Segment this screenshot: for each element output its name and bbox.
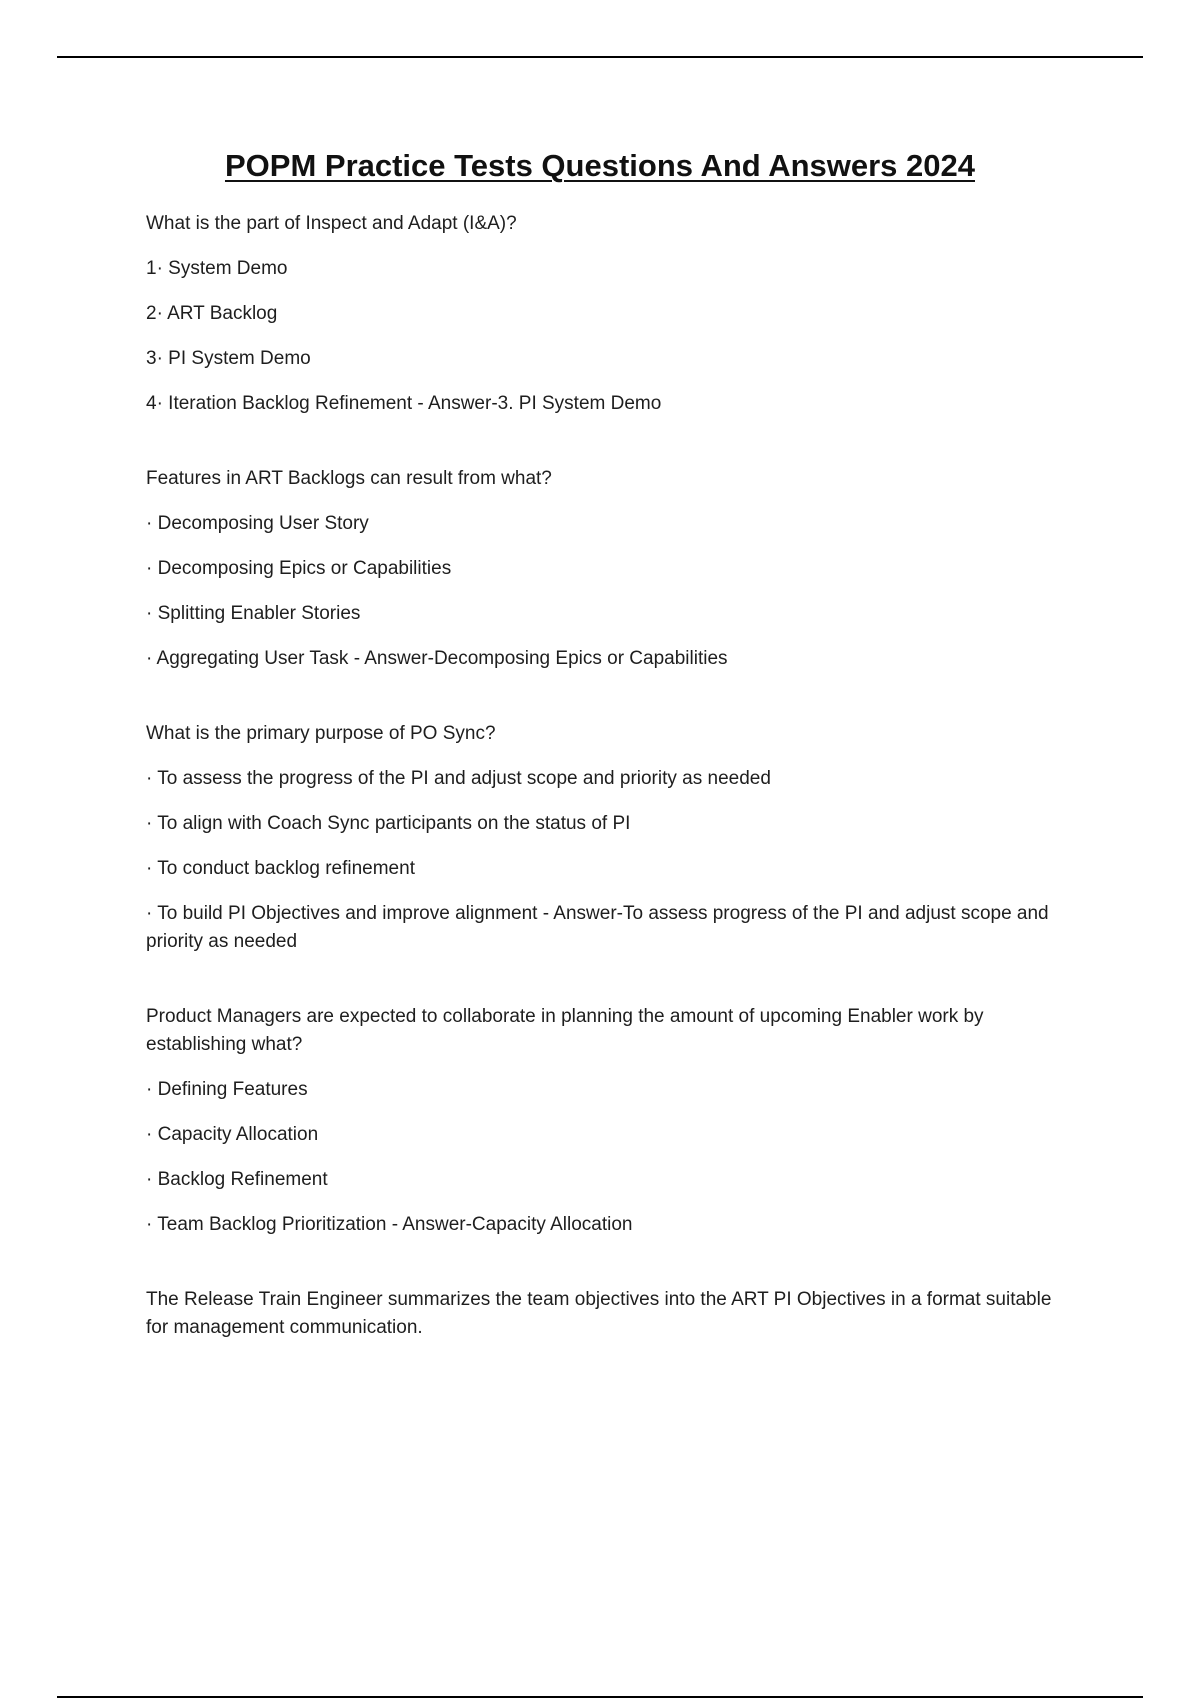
qa-block-1 — [146, 210, 1066, 418]
option-text: · Backlog Refinement — [146, 1169, 328, 1190]
question-text: The Release Train Engineer summarizes the team objectives into the ART PI Objectives in a format suitable for management communication. — [146, 1289, 1052, 1338]
question-text: What is the primary purpose of PO Sync? — [146, 723, 496, 744]
option-text: · To conduct backlog refinement — [146, 858, 415, 879]
option-text: 3· PI System Demo — [146, 348, 311, 369]
top-rule — [57, 56, 1143, 58]
option-answer-text: 4· Iteration Backlog Refinement - Answer-3. PI System Demo — [146, 393, 662, 414]
bottom-rule — [57, 1696, 1143, 1698]
option-text: · Splitting Enabler Stories — [146, 603, 361, 624]
qa-block-2 — [146, 465, 1066, 673]
option-text: · Capacity Allocation — [146, 1124, 319, 1145]
option-text: · Decomposing Epics or Capabilities — [146, 558, 452, 579]
option-text: 2· ART Backlog — [146, 303, 278, 324]
option-text: · Defining Features — [146, 1079, 308, 1100]
option-text: · Decomposing User Story — [146, 513, 369, 534]
question-text: What is the part of Inspect and Adapt (I&A)? — [146, 213, 517, 234]
option-answer-text: · Team Backlog Prioritization - Answer-Capacity Allocation — [146, 1214, 633, 1235]
document-body — [146, 210, 1066, 1389]
question-text: Features in ART Backlogs can result from what? — [146, 468, 552, 489]
qa-block-3 — [146, 720, 1066, 956]
option-answer-text: · Aggregating User Task - Answer-Decomposing Epics or Capabilities — [146, 648, 728, 669]
qa-block-4 — [146, 1003, 1066, 1239]
document-title: POPM Practice Tests Questions And Answers 2024 — [224, 148, 975, 183]
question-text: Product Managers are expected to collaborate in planning the amount of upcoming Enabler work by establishing what? — [146, 1006, 984, 1055]
qa-block-5 — [146, 1286, 1066, 1342]
option-answer-text: · To build PI Objectives and improve alignment - Answer-To assess progress of the PI and adjust scope and priority as needed — [146, 903, 1049, 952]
option-text: · To assess the progress of the PI and adjust scope and priority as needed — [146, 768, 771, 789]
option-text: 1· System Demo — [146, 258, 288, 279]
option-text: · To align with Coach Sync participants on the status of PI — [146, 813, 631, 834]
